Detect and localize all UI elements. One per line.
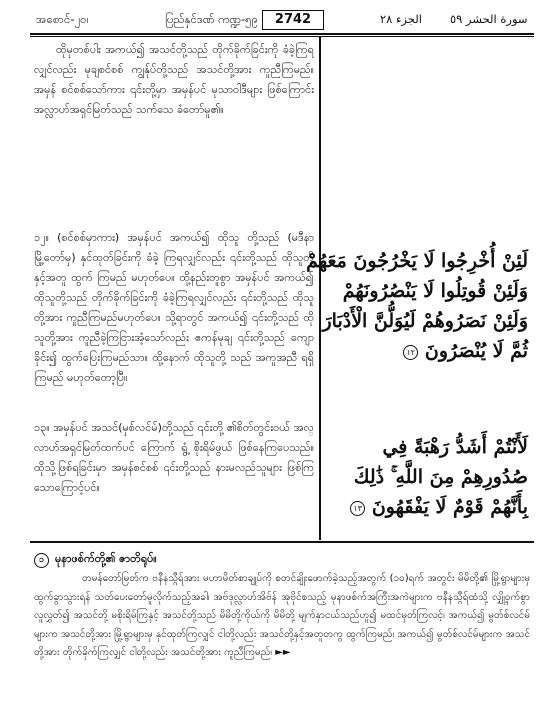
arabic-line: وَلَئِنْ نَصَرُوهُمْ لَيُوَلُّنَّ الْأَدْبَارَ [322, 310, 528, 332]
arabic-line: لَأَنْتُمْ أَشَدُّ رَهْبَةً فِي [382, 436, 528, 458]
arabic-line: لَئِنْ أُخْرِجُوا لَا يَخْرُجُونَ مَعَهُمْ [306, 250, 528, 272]
header-section: ပြည်နှင်ဒဏ် ကဏ္ဍ-၅၉ [165, 12, 259, 26]
commentary-paragraph-2 [34, 228, 314, 418]
header-rule [30, 33, 534, 35]
arabic-line-text: بِأَنَّهُمْ قَوْمٌ لَا يَفْقَهُونَ [371, 496, 528, 518]
arabic-line-text: ثُمَّ لَا يُنْصَرُونَ [424, 340, 528, 362]
footnote-number: ၁ [34, 553, 49, 568]
footnote-title: မုနာဖစ်က်တို့၏ ဇာတိရုပ်။ [55, 552, 157, 565]
header-rule-thin [30, 36, 534, 37]
footnote-separator [30, 541, 534, 543]
continue-arrow-icon: ►► [275, 647, 291, 658]
arabic-line: صُدُورِهِمْ مِنَ اللَّهِ ۚ ذَٰلِكَ [353, 466, 528, 488]
arabic-verse-13 [332, 432, 528, 522]
header-juz: الجزء ٢٨ [380, 12, 422, 26]
header-surah: سورة الحشر ٥٩ [450, 12, 528, 26]
commentary-text-2: ၁၂။ (စင်စစ်မှာကား) အမှန်ပင် အကယ်၍ ထိုသူ တို့သည် (မဒီနာမြို့တော်မှ) နှင်ထုတ်ခြင်းကို ခံခဲ့ ကြရလျှင်လည်း ၎င်းတို့သည် ထိုသူတို့နှင့်အတူ ထွက် ကြမည် မဟုတ်ပေ။ ထို့နည်းတူစွာ အမှန်ပင် အကယ်၍ ထိုသူတို့သည် တိုက်ခိုက်ခြင်းကို ခံခဲ့ကြရလျှင်လည်း ၎င်းတို့သည် ထိုသူတို့အား ကူညီကြမည်မဟုတ်ပေ။ သို့ရာတွင် အကယ်၍ ၎င်းတို့သည် ထိုသူတို့အား ကူညီခဲ့ကြငြားအံ့သော်လည်း ဧကန်မုချ ၎င်းတို့သည် ကျော ခိုင်း၍ ထွက်ပြေးကြမည်သာ။ ထို့နောက် ထိုသူတို့ သည် အကူအညီ ရရှိကြမည် မဟုတ်တော့ပြီ။ [34, 231, 314, 384]
page [30, 0, 534, 712]
arabic-line [332, 336, 528, 366]
commentary-text-1: ထိုမှတစ်ပါး အကယ်၍ အသင်တို့သည် တိုက်ခိုက်ခြင်းကို ခံခဲ့ကြရလျှင်လည်း မုချစင်စစ် ကျွန်ုပ်တို့သည် အသင်တို့အား ကူညီကြမည်။ အမှန် စင်စစ်သော်ကား ၎င်းတို့မှာ အမှန်ပင် မုသာဝါဒီများ ဖြစ်ကြောင်း အလ္လာဟ်အရှင်မြတ်သည် သက်သေ ခံတော်မူ၏။ [34, 43, 314, 116]
arabic-line [332, 492, 528, 522]
arabic-verse-12 [306, 246, 528, 366]
arabic-line: وَلَئِنْ قُوتِلُوا لَا يَنْصُرُونَهُمْ [342, 280, 528, 302]
commentary-text-3: ၁၃။ အမှန်ပင် အသင်(မှစ်လင်မ်)တို့သည် ၎င်းတို့ ၏စိတ်တွင်းဝယ် အလ္လာဟ်အရှင်မြတ်ထက်ပင် ကြောက် ရွံ့ စိုးရိမ်ဖွယ် ဖြစ်နေကြပေသည်။ ထိုသို့ဖြစ်ရခြင်းမှာ အမှန်စင်စစ် ၎င်းတို့သည် နားမလည်သူများ ဖြစ်ကြ သောကြောင့်ပင်။ [34, 421, 314, 494]
page-number: 2742 [262, 10, 324, 30]
footnote-text: တမန်တော်မြတ်က ဗနီနသ္ဂီရ်အား မဟာမိတ်စာချုပ်ကို စတင်ချိုးဖောက်ခဲ့သည့်အတွက် (၁၀)ရက် အတွင်း မိမိတို့၏ မြို့ရွာများမှ ထွက်ခွာသွားရန် သတ်ပေးတော်မူလိုက်သည့်အခါ၊ အဗ်ဒုလ္လာဟ်အိဗ်န် အုဗိုင်စသည့် မုနာဖစ်က်အကြီးအကဲများက ဗနီနသ္ဂီရ်ထံသို့ လျှို့ဝှက်စွာ လူလွှတ်၍ အသင်တို့ မစိုးရိမ်ကြနှင့် အသင်တို့သည် မိမိတို့ကိုယ်ကို မိမိတို့ မျက်နှာငယ်သည်ဟူ၍ မထင်မှတ်ကြလင့်၊ အကယ်၍ မွတ်စ်လင်မ်များက အသင်တို့အား မြို့ရွာများမှ နှင်ထုတ်ကြလျှင် ငါတို့လည်း အသင်တို့နှင့်အတူတကွ ထွက်ကြမည်၊ အကယ်၍ မွတ်စ်လင်မ်များက အသင်တို့အား တိုက်ခိုက်ကြလျှင် ငါတို့လည်း အသင်တို့အား ကူညီကြမည်၊ [34, 573, 530, 658]
commentary-paragraph-1 [34, 40, 314, 166]
verse-number-marker: ١٢ [403, 345, 418, 360]
footnote-body [34, 570, 530, 663]
column-divider [319, 37, 321, 540]
verse-number-marker: ١٣ [350, 501, 365, 516]
commentary-paragraph-3 [34, 418, 314, 528]
page-header [30, 10, 534, 32]
footnote-heading [34, 552, 157, 568]
header-issue: အစောင်-၂၀၊ [36, 12, 89, 26]
